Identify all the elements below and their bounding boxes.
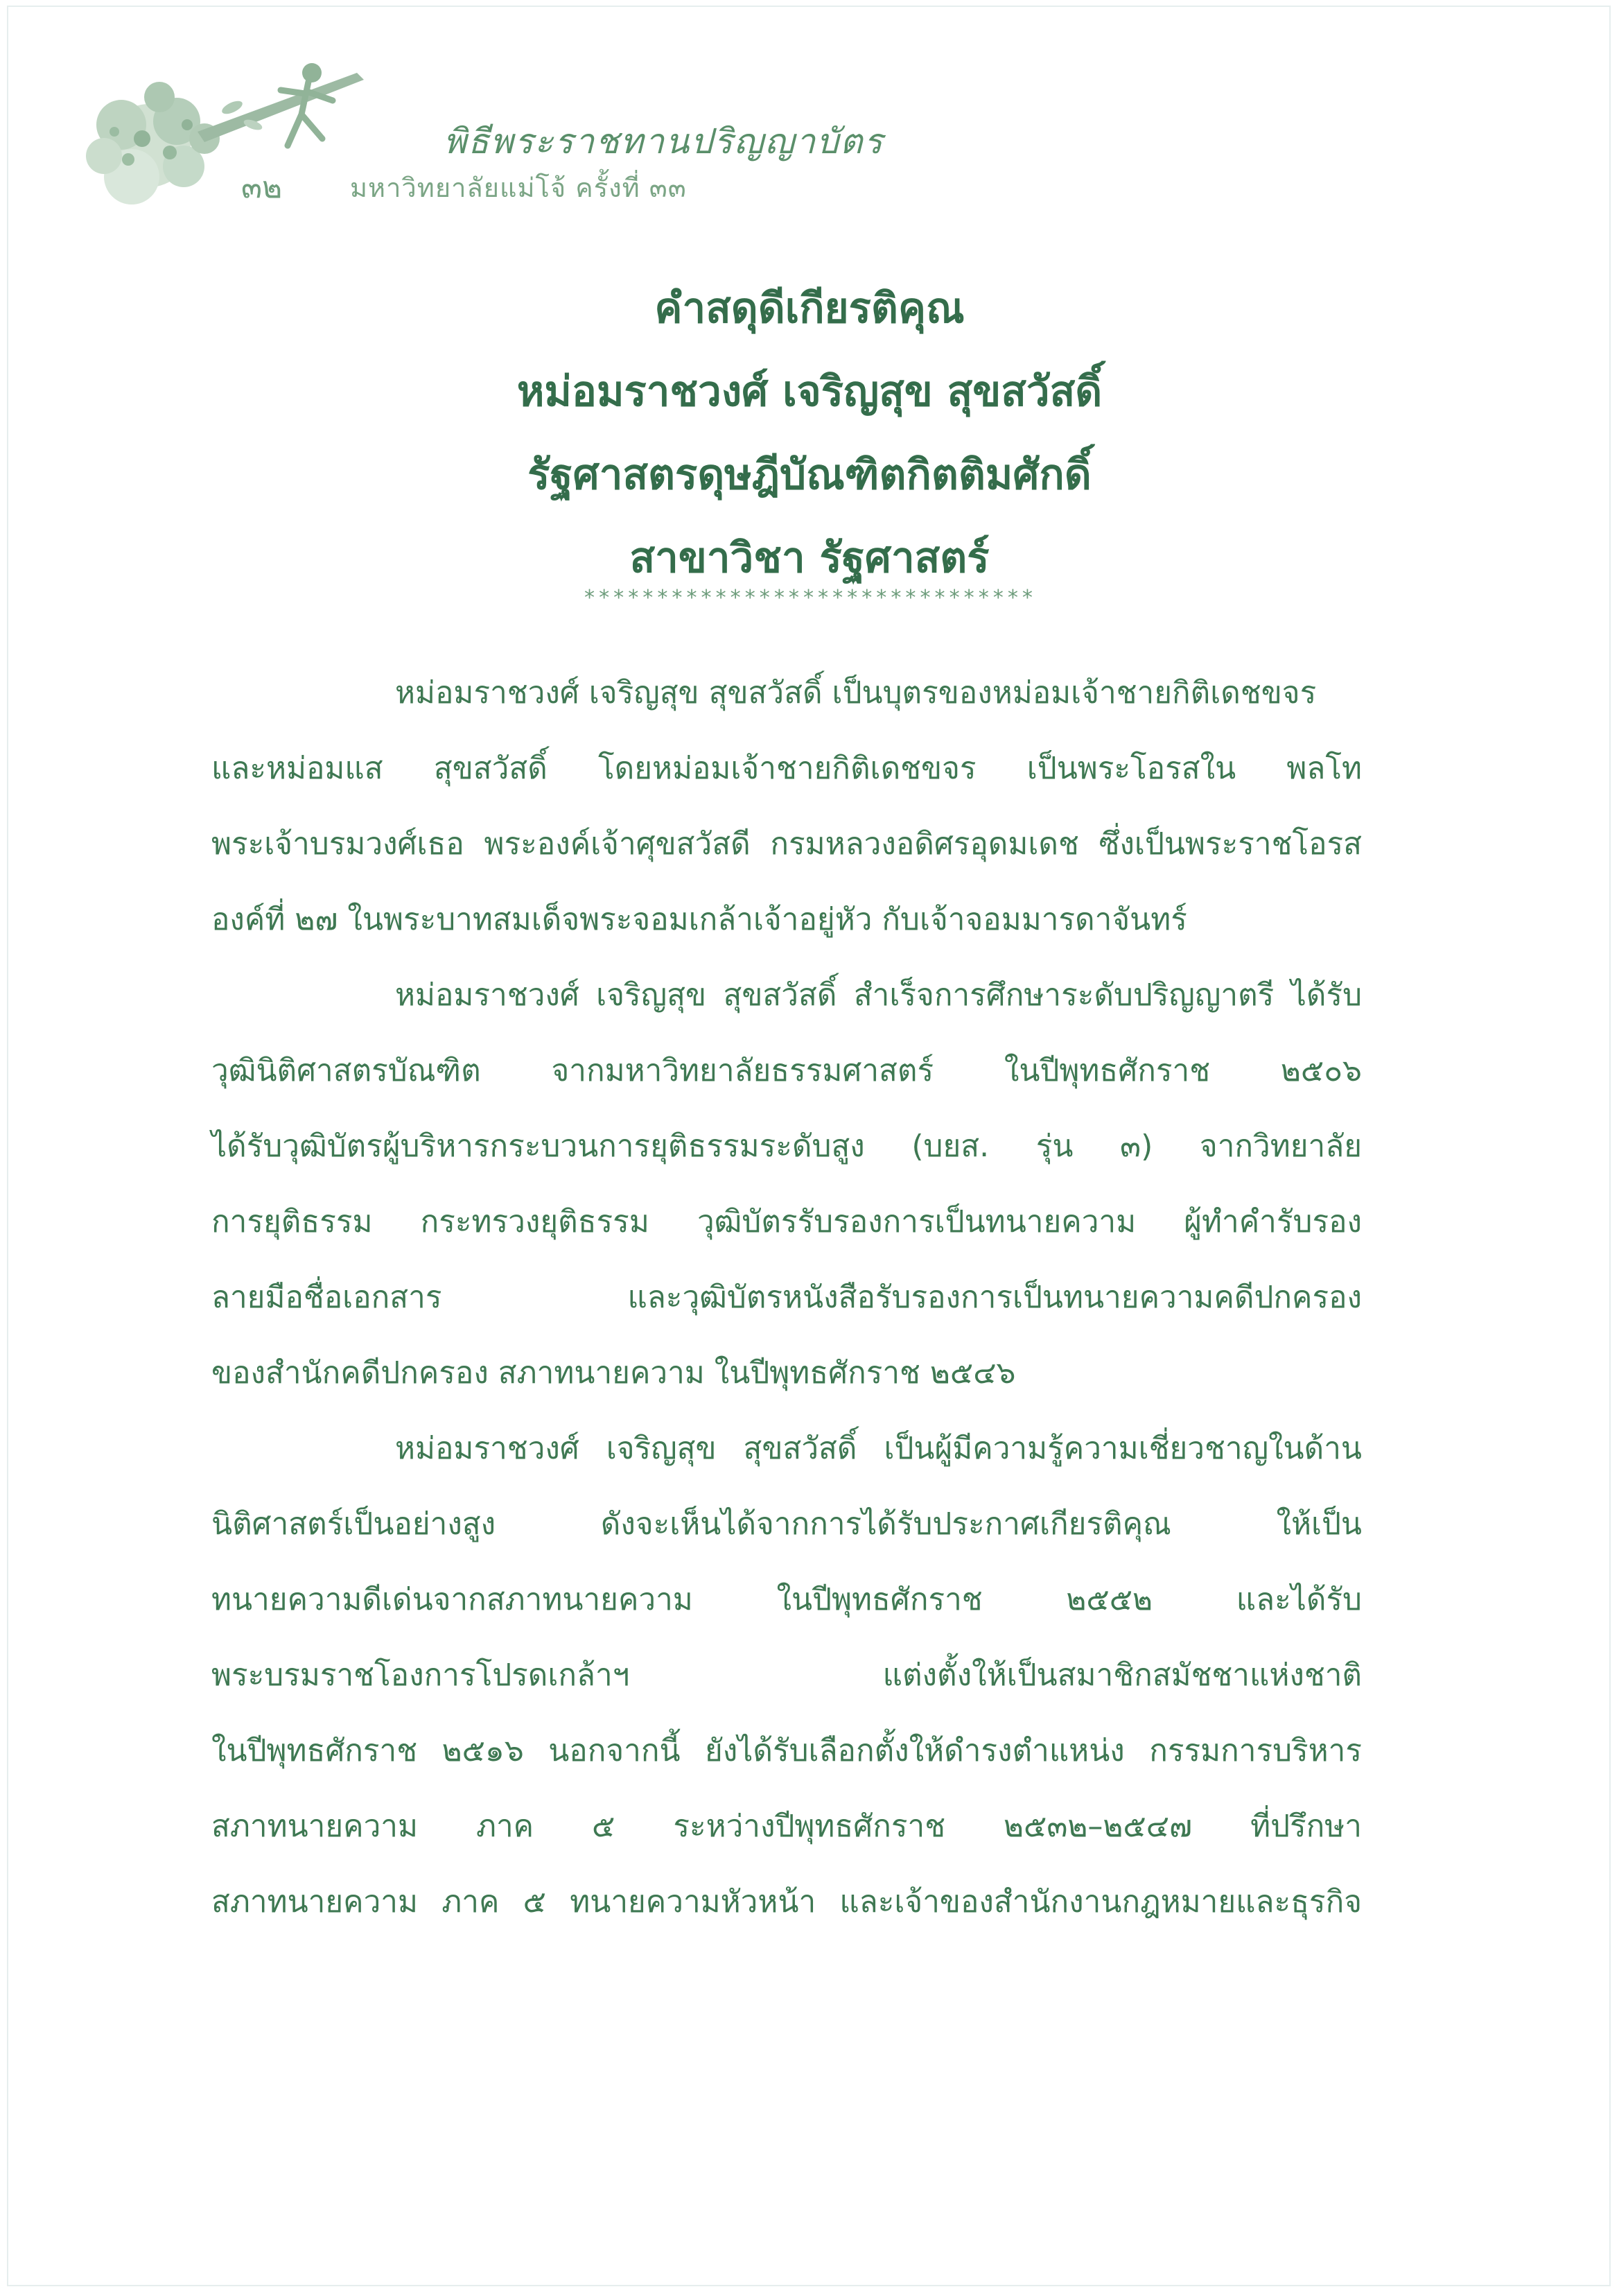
ceremony-title: พิธีพระราชทานปริญญาบัตร [444,121,884,162]
title-line: สาขาวิชา รัฐศาสตร์ [629,534,990,582]
paragraph-line: หม่อมราชวงศ์ เจริญสุข สุขสวัสดิ์ เป็นบุตรของหม่อมเจ้าชายกิติเดชขจร [395,675,1317,711]
paragraph-line: ทนายความดีเด่นจากสภาทนายความ ในปีพุทธศักราช ๒๕๕๒ และได้รับ [211,1582,1362,1617]
paragraph-line: วุฒินิติศาสตรบัณฑิต จากมหาวิทยาลัยธรรมศาสตร์ ในปีพุทธศักราช ๒๕๐๖ [211,1053,1362,1088]
title-line: รัฐศาสตรดุษฎีบัณฑิตกิตติมศักดิ์ [527,451,1092,499]
paragraph-line: การยุติธรรม กระทรวงยุติธรรม วุฒิบัตรรับรองการเป็นทนายความ ผู้ทำคำรับรอง [211,1204,1362,1240]
paragraph-line: และหม่อมแส สุขสวัสดิ์ โดยหม่อมเจ้าชายกิติเดชขจร เป็นพระโอรสใน พลโท [211,751,1362,786]
paragraph-line: ลายมือชื่อเอกสาร และวุฒิบัตรหนังสือรับรองการเป็นทนายความคดีปกครอง [211,1280,1362,1315]
paragraph-line: หม่อมราชวงศ์ เจริญสุข สุขสวัสดิ์ สำเร็จการศึกษาระดับปริญญาตรี ได้รับ [395,977,1362,1013]
paragraph-line: พระเจ้าบรมวงศ์เธอ พระองค์เจ้าศุขสวัสดี กรมหลวงอดิศรอุดมเดช ซึ่งเป็นพระราชโอรส [211,826,1362,862]
title-line: หม่อมราชวงศ์ เจริญสุข สุขสวัสดิ์ [516,367,1103,416]
paragraph-line: นิติศาสตร์เป็นอย่างสูง ดังจะเห็นได้จากการได้รับประกาศเกียรติคุณ ให้เป็น [211,1506,1362,1542]
title-line: คำสดุดีเกียรติคุณ [654,284,965,333]
ceremony-subtitle: มหาวิทยาลัยแม่โจ้ ครั้งที่ ๓๓ [350,173,687,203]
paragraph-line: สภาทนายความ ภาค ๕ ทนายความหัวหน้า และเจ้าของสำนักงานกฎหมายและธุรกิจ [211,1884,1362,1920]
body-text [211,655,1362,1940]
page-number: ๓๒ [241,170,283,205]
paragraph-line: หม่อมราชวงศ์ เจริญสุข สุขสวัสดิ์ เป็นผู้มีความรู้ความเชี่ยวชาญในด้าน [395,1431,1362,1466]
paragraph-line: สภาทนายความ ภาค ๕ ระหว่างปีพุทธศักราช ๒๕๓๒–๒๕๔๗ ที่ปรึกษา [211,1809,1362,1844]
asterisk-divider: ******************************* [583,586,1036,610]
paragraph-line: ได้รับวุฒิบัตรผู้บริหารกระบวนการยุติธรรมระดับสูง (บยส. รุ่น ๓) จากวิทยาลัย [211,1129,1362,1164]
paragraph-line: ในปีพุทธศักราช ๒๕๑๖ นอกจากนี้ ยังได้รับเลือกตั้งให้ดำรงตำแหน่ง กรรมการบริหาร [211,1733,1362,1768]
document-title-block [0,267,1619,600]
paragraph-line: ของสำนักคดีปกครอง สภาทนายความ ในปีพุทธศักราช ๒๕๔๖ [211,1355,1016,1391]
paragraph-line: องค์ที่ ๒๗ ในพระบาทสมเด็จพระจอมเกล้าเจ้าอยู่หัว กับเจ้าจอมมารดาจันทร์ [211,902,1187,937]
paragraph-line: พระบรมราชโองการโปรดเกล้าฯ แต่งตั้งให้เป็นสมาชิกสมัชชาแห่งชาติ [211,1658,1362,1693]
